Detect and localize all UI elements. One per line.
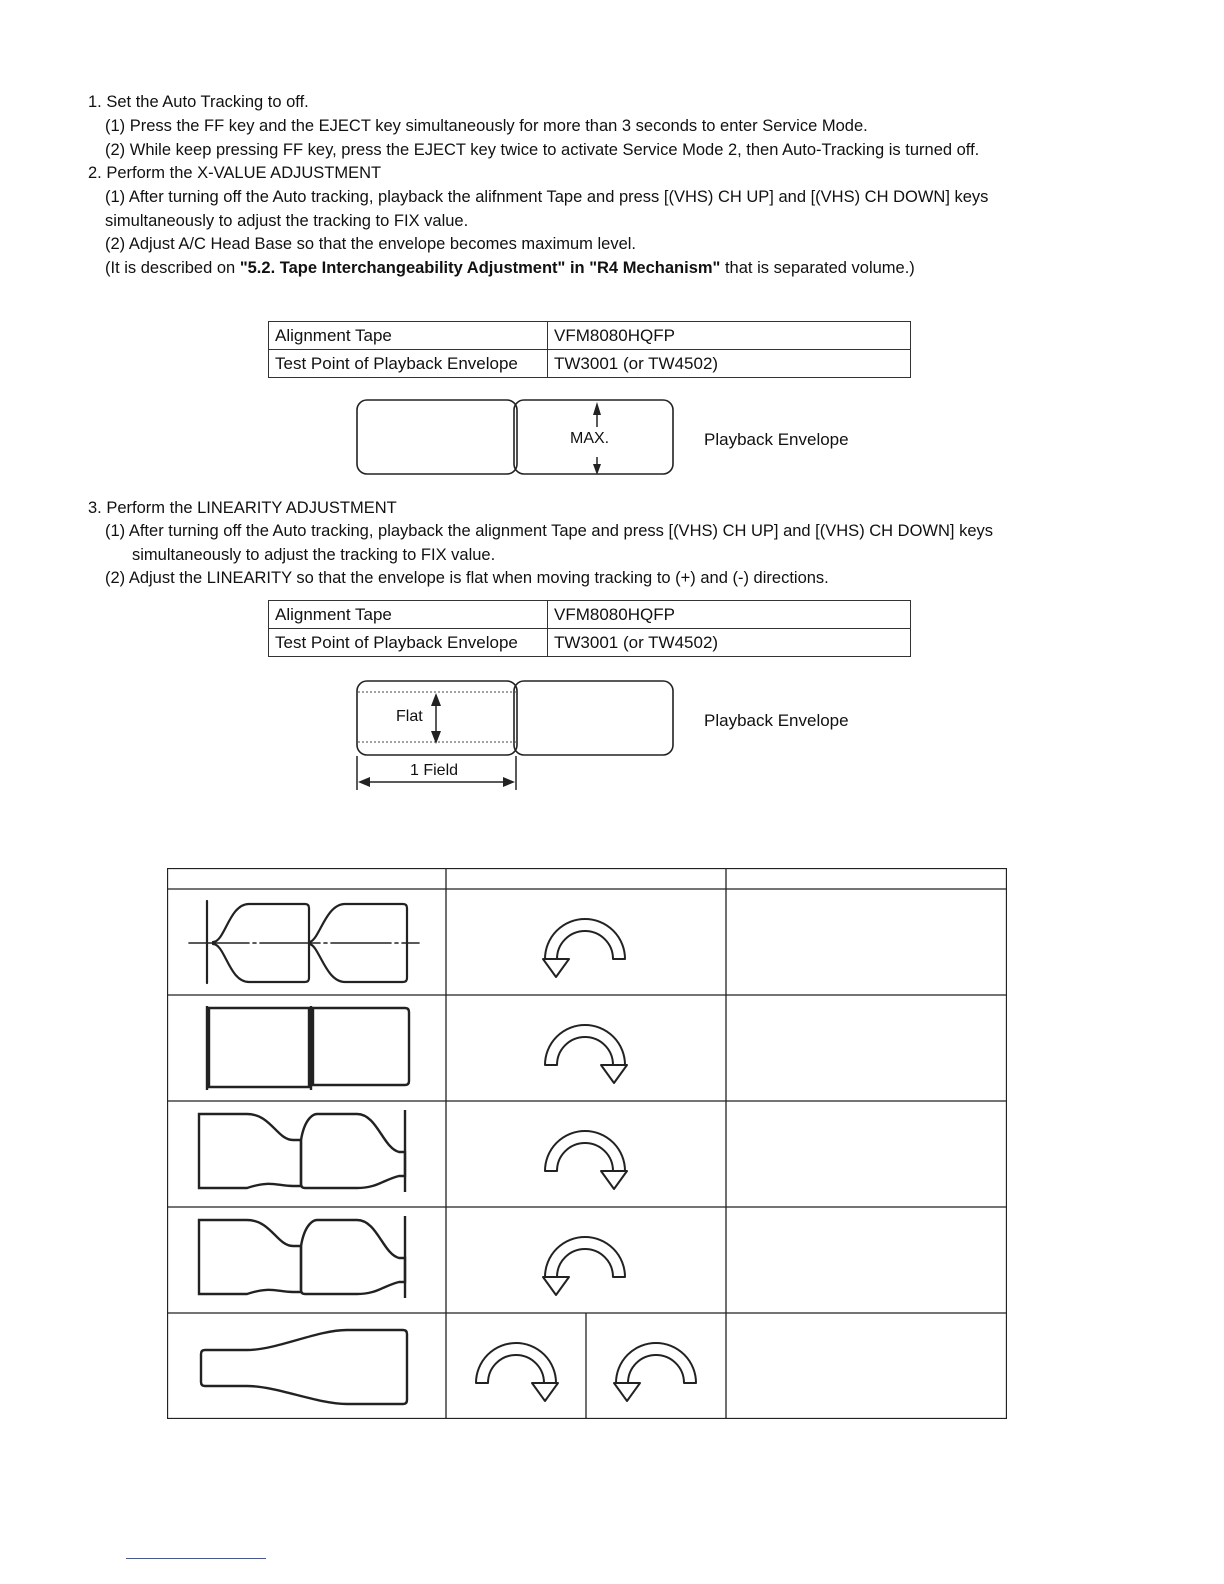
table-row [269, 629, 911, 657]
step2-sub1a: (1) After turning off the Auto tracking, playback the alifnment Tape and press [(VHS) CH UP] and [(VHS) CH DOWN] keys [105, 188, 989, 206]
table-cell-label: Alignment Tape [269, 322, 548, 350]
table-row [199, 1110, 627, 1192]
step3-sub2: (2) Adjust the LINEARITY so that the envelope is flat when moving tracking to (+) and (-) directions. [105, 569, 829, 587]
table-row [189, 901, 625, 983]
playback-envelope-label: Playback Envelope [704, 711, 849, 730]
envelope-crossover-icon [201, 1330, 407, 1404]
counterclockwise-arrow-icon [543, 1237, 625, 1295]
max-envelope-diagram [350, 395, 680, 480]
step3-sub1a: (1) After turning off the Auto tracking, playback the alignment Tape and press [(VHS) CH UP] and [(VHS) CH DOWN] keys [105, 522, 994, 540]
step2-spec-table [268, 321, 911, 378]
envelope-narrow-left-icon [199, 1110, 405, 1192]
step2-note-bold: "5.2. Tape Interchangeability Adjustment" in "R4 Mechanism" [239, 259, 721, 277]
clockwise-arrow-icon [545, 1131, 627, 1189]
flat-label: Flat [396, 708, 423, 725]
table-cell-label: Alignment Tape [269, 601, 548, 629]
step2-note-suffix: that is separated volume.) [720, 259, 915, 277]
table-cell-value: VFM8080HQFP [548, 322, 911, 350]
table-cell-value: TW3001 (or TW4502) [548, 629, 911, 657]
footer-link-rule [126, 1558, 266, 1559]
table-cell-value: TW3001 (or TW4502) [548, 350, 911, 378]
table-row [269, 601, 911, 629]
table-row [199, 1216, 625, 1298]
step2-note-prefix: (It is described on [105, 259, 240, 277]
table-row [207, 1006, 627, 1090]
max-label: MAX. [570, 430, 610, 447]
table-row [269, 350, 911, 378]
step2-sub1b: simultaneously to adjust the tracking to FIX value. [105, 212, 469, 230]
clockwise-arrow-icon [545, 1025, 627, 1083]
envelope-narrow-left-icon [199, 1216, 405, 1298]
flat-envelope-diagram [350, 676, 680, 796]
step1-heading: 1. Set the Auto Tracking to off. [88, 93, 309, 111]
field-label: 1 Field [410, 762, 459, 779]
step2-heading: 2. Perform the X-VALUE ADJUSTMENT [88, 164, 382, 182]
envelope-flat-icon [207, 1006, 409, 1090]
playback-envelope-label: Playback Envelope [704, 430, 849, 449]
table-row [201, 1330, 696, 1404]
step2-sub2: (2) Adjust A/C Head Base so that the envelope becomes maximum level. [105, 235, 637, 253]
table-row [269, 322, 911, 350]
table-cell-value: VFM8080HQFP [548, 601, 911, 629]
step3-spec-table [268, 600, 911, 657]
linearity-adjustment-table [167, 868, 1007, 1419]
step3-heading: 3. Perform the LINEARITY ADJUSTMENT [88, 499, 397, 517]
envelope-pinched-both-sides-icon [189, 901, 419, 983]
counterclockwise-arrow-icon [614, 1343, 696, 1401]
clockwise-arrow-icon [476, 1343, 558, 1401]
counterclockwise-arrow-icon [543, 919, 625, 977]
table-cell-label: Test Point of Playback Envelope [269, 350, 548, 378]
step2-note [105, 258, 915, 278]
step3-sub1b: simultaneously to adjust the tracking to FIX value. [132, 546, 496, 564]
flat-arrow-icon [431, 693, 441, 744]
step1-sub1: (1) Press the FF key and the EJECT key simultaneously for more than 3 seconds to enter Service Mode. [105, 117, 868, 135]
table-cell-label: Test Point of Playback Envelope [269, 629, 548, 657]
step1-sub2: (2) While keep pressing FF key, press the EJECT key twice to activate Service Mode 2, then Auto-Tracking is turned off. [105, 141, 980, 159]
